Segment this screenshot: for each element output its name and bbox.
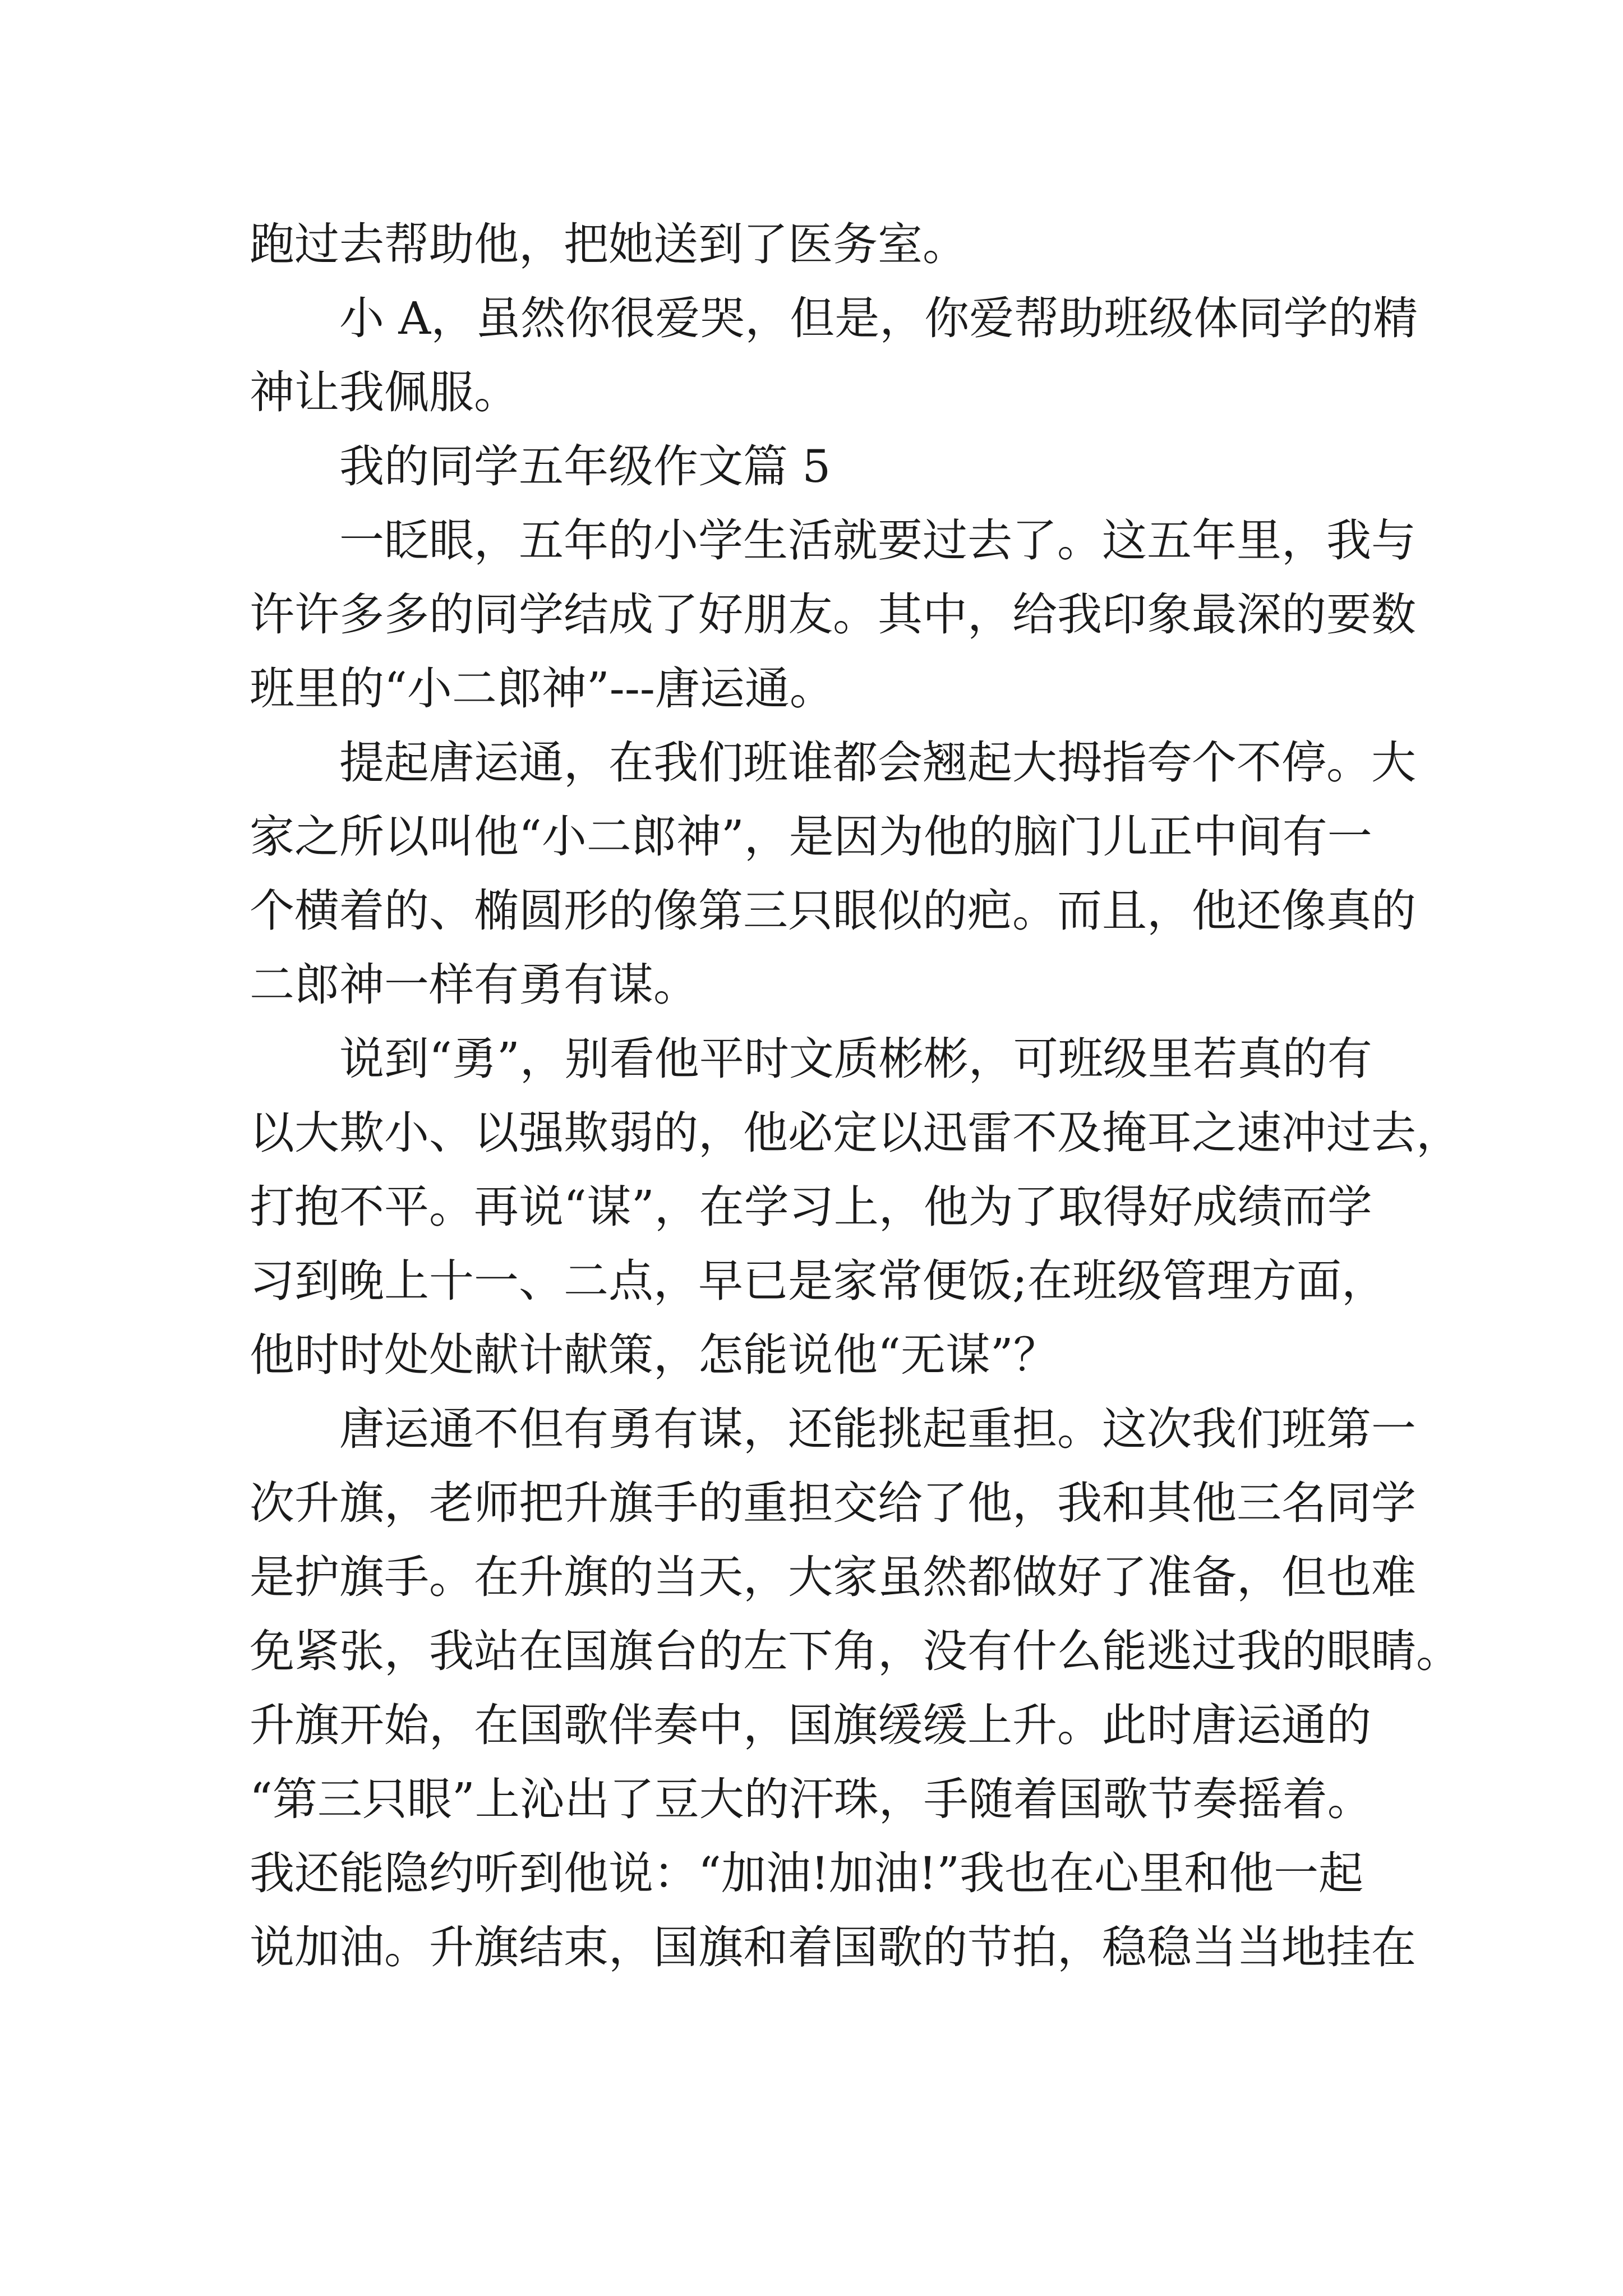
text-line: 二郎神一样有勇有谋。 — [250, 959, 698, 1011]
text-line: “第三只眼”上沁出了豆大的汗珠，手随着国歌节奏摇着。 — [250, 1773, 1372, 1825]
text-line: 提起唐运通，在我们班谁都会翘起大拇指夸个不停。大 — [250, 737, 1416, 789]
text-line: 神让我佩服。 — [250, 366, 519, 418]
text-line: 家之所以叫他“小二郎神”，是因为他的脑门儿正中间有一 — [250, 811, 1372, 863]
text-line: 一眨眼，五年的小学生活就要过去了。这五年里，我与 — [250, 514, 1416, 567]
text-line: 以大欺小、以强欺弱的，他必定以迅雷不及掩耳之速冲过去， — [250, 1107, 1461, 1159]
text-line: 免紧张，我站在国旗台的左下角，没有什么能逃过我的眼睛。 — [250, 1625, 1461, 1677]
text-line: 打抱不平。再说“谋”，在学习上，他为了取得好成绩而学 — [250, 1181, 1372, 1233]
text-line: 小 A，虽然你很爱哭，但是，你爱帮助班级体同学的精 — [250, 292, 1418, 344]
text-line: 习到晚上十一、二点，早已是家常便饭;在班级管理方面， — [250, 1255, 1386, 1307]
text-line: 个横着的、椭圆形的像第三只眼似的疤。而且，他还像真的 — [250, 885, 1416, 937]
section-heading: 我的同学五年级作文篇 5 — [250, 440, 831, 493]
text-line: 许许多多的同学结成了好朋友。其中，给我印象最深的要数 — [250, 588, 1416, 641]
text-line: 他时时处处献计献策，怎能说他“无谋”？ — [250, 1329, 1058, 1381]
body-text — [250, 208, 1461, 1985]
text-line: 唐运通不但有勇有谋，还能挑起重担。这次我们班第一 — [250, 1403, 1416, 1455]
text-line: 我还能隐约听到他说：“加油!加油!”我也在心里和他一起 — [250, 1847, 1364, 1899]
text-line: 跑过去帮助他，把她送到了医务室。 — [250, 218, 967, 270]
text-line: 次升旗，老师把升旗手的重担交给了他，我和其他三名同学 — [250, 1477, 1416, 1529]
text-line: 说到“勇”，别看他平时文质彬彬，可班级里若真的有 — [250, 1033, 1372, 1085]
text-line: 升旗开始，在国歌伴奏中，国旗缓缓上升。此时唐运通的 — [250, 1699, 1371, 1751]
text-line: 是护旗手。在升旗的当天，大家虽然都做好了准备，但也难 — [250, 1551, 1416, 1603]
text-line: 班里的“小二郎神”---唐运通。 — [250, 662, 834, 715]
text-line: 说加油。升旗结束，国旗和着国歌的节拍，稳稳当当地挂在 — [250, 1921, 1416, 1973]
